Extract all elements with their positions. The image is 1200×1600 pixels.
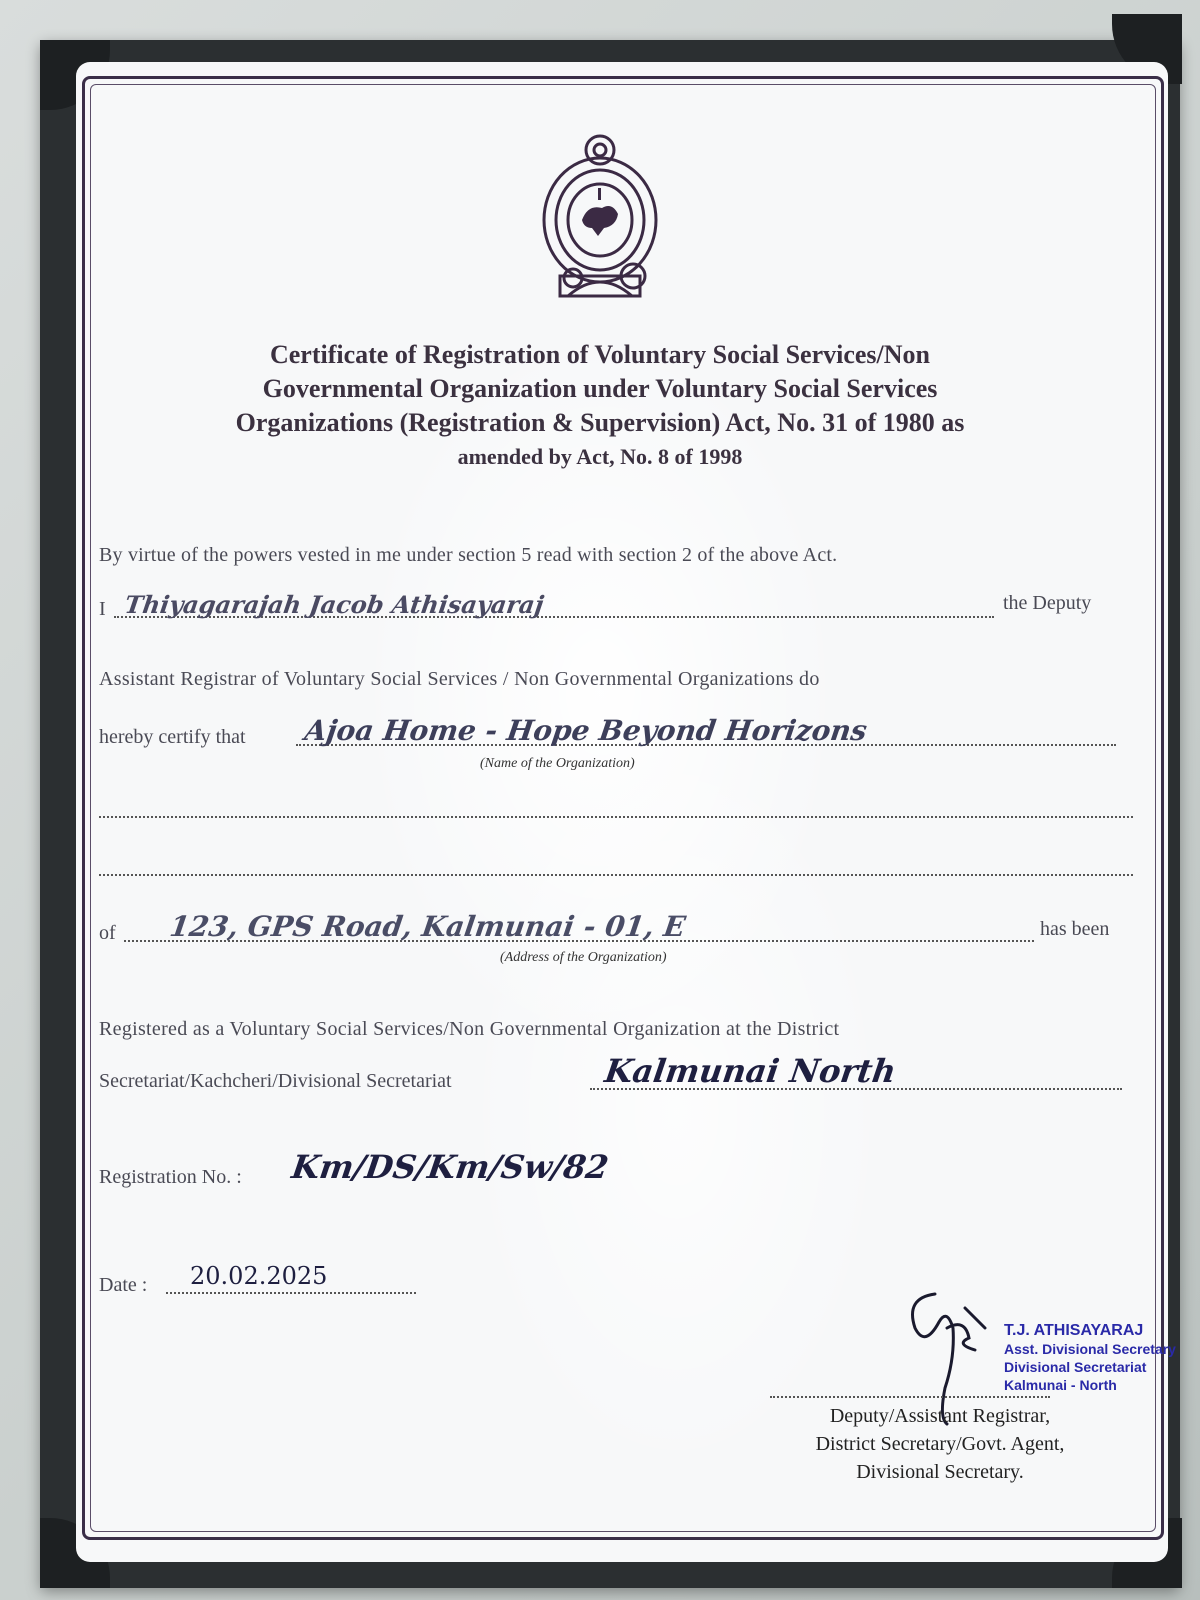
organization-caption: (Name of the Organization) — [480, 756, 635, 771]
certify-prefix: hereby certify that — [99, 726, 246, 748]
certificate-title — [150, 338, 1050, 474]
title-line-4: amended by Act, No. 8 of 1998 — [457, 444, 743, 469]
has-been-text: has been — [1040, 918, 1110, 940]
blank-line-2 — [99, 874, 1133, 876]
signature-title-line-1: Deputy/Assistant Registrar, — [829, 1405, 1051, 1427]
signature-dots — [770, 1396, 1050, 1398]
blank-line-1 — [99, 816, 1133, 818]
address-caption: (Address of the Organization) — [500, 950, 667, 965]
stamp-line-3: Divisional Secretariat — [1004, 1359, 1147, 1375]
date-label: Date : — [99, 1274, 148, 1296]
national-emblem-icon — [538, 128, 662, 306]
stamp-line-2: Asst. Divisional Secretary — [1004, 1341, 1176, 1357]
signature-title-block — [770, 1402, 1110, 1486]
title-line-2: Governmental Organization under Voluntary Social Services — [262, 374, 938, 403]
address-handwritten: 123, GPS Road, Kalmunai - 01, E — [167, 910, 688, 943]
intro-text: By virtue of the powers vested in me under section 5 read with section 2 of the above Act. — [99, 544, 838, 566]
stamp-name: T.J. ATHISAYARAJ — [1004, 1322, 1144, 1339]
title-line-1: Certificate of Registration of Voluntary Social Services/Non — [269, 340, 930, 369]
registrar-name-handwritten: Thiyagarajah Jacob Athisayaraj — [122, 590, 546, 619]
organization-name-handwritten: Ajoa Home - Hope Beyond Horizons — [302, 714, 870, 747]
the-deputy-text: the Deputy — [1003, 592, 1092, 614]
i-prefix: I — [99, 598, 106, 620]
official-stamp — [1004, 1322, 1176, 1394]
of-prefix: of — [99, 922, 116, 944]
secretariat-prefix: Secretariat/Kachcheri/Divisional Secretariat — [99, 1070, 452, 1092]
signature-title-line-3: Divisional Secretary. — [856, 1461, 1024, 1483]
registration-number-handwritten: Km/DS/Km/Sw/82 — [289, 1148, 611, 1186]
registered-line: Registered as a Voluntary Social Services/Non Governmental Organization at the District — [99, 1018, 840, 1040]
registrar-line: Assistant Registrar of Voluntary Social Services / Non Governmental Organizations do — [99, 668, 820, 690]
date-handwritten: 20.02.2025 — [190, 1262, 328, 1290]
stamp-line-4: Kalmunai - North — [1004, 1377, 1117, 1393]
date-dots — [166, 1292, 416, 1294]
registration-label: Registration No. : — [99, 1166, 242, 1188]
secretariat-handwritten: Kalmunai North — [602, 1052, 899, 1090]
signature-title-line-2: District Secretary/Govt. Agent, — [815, 1433, 1065, 1455]
title-line-3: Organizations (Registration & Supervision) Act, No. 31 of 1980 as — [235, 408, 965, 437]
